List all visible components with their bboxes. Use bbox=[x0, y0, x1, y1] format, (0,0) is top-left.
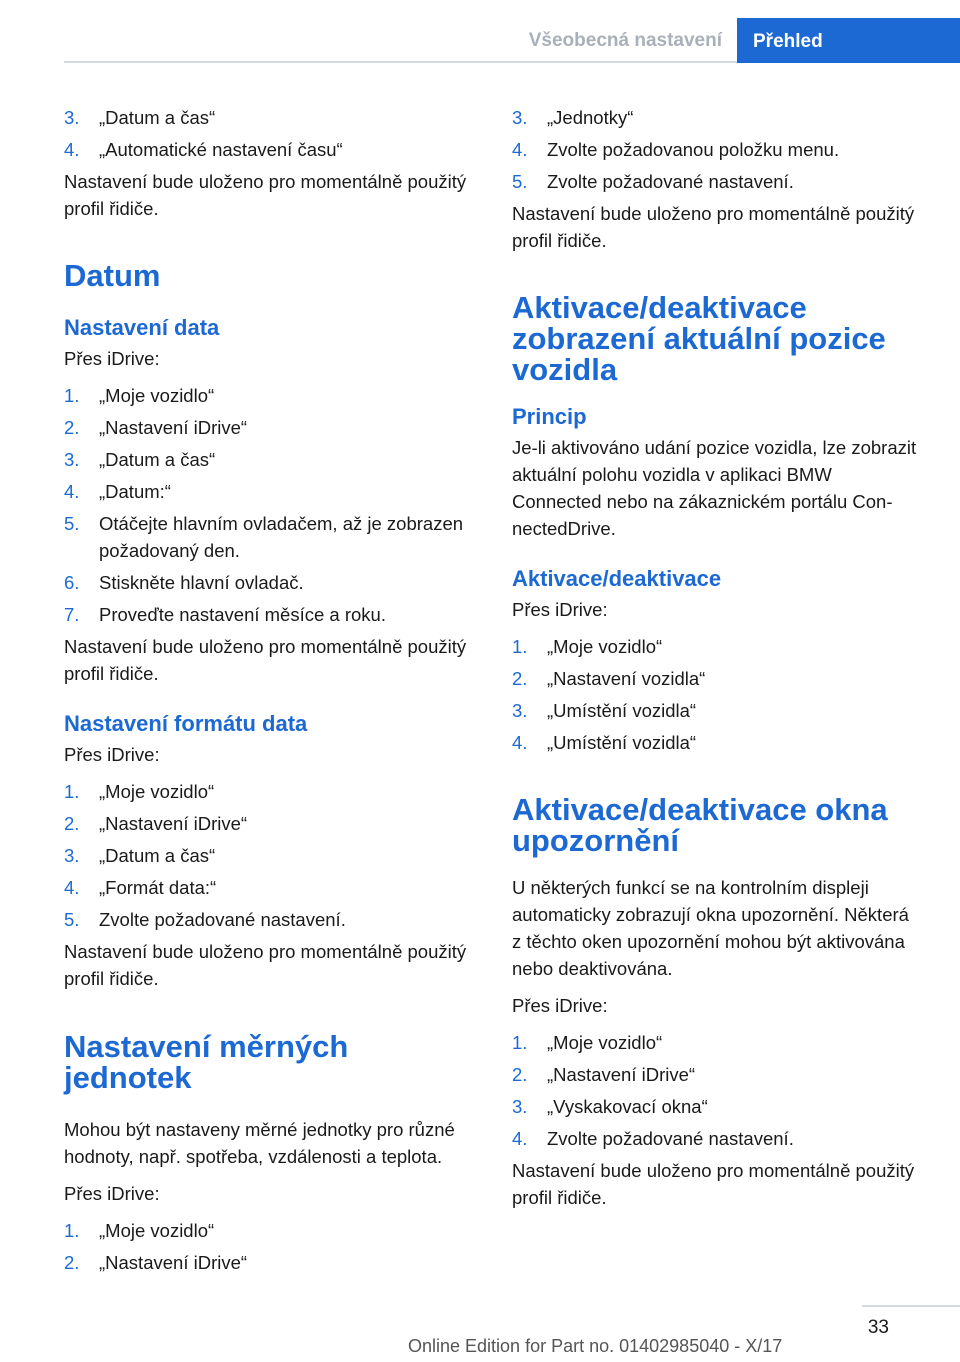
step-number: 2. bbox=[64, 417, 80, 438]
footer-rule bbox=[862, 1305, 960, 1307]
idrive-intro: Přes iDrive: bbox=[64, 348, 160, 369]
subheading-activation: Aktivace/deaktivace bbox=[512, 566, 722, 591]
step-item bbox=[64, 778, 474, 805]
step-number: 3. bbox=[512, 700, 528, 721]
step-text: Zvolte požadovanou položku menu. bbox=[547, 139, 840, 160]
step-number: 2. bbox=[512, 668, 528, 689]
save-note: Nastavení bude uloženo pro momentálně použitý profil řidiče. bbox=[64, 636, 467, 684]
step-number: 4. bbox=[512, 732, 528, 753]
step-text: „Moje vozidlo“ bbox=[99, 781, 215, 802]
step-number: 5. bbox=[512, 171, 528, 192]
step-item bbox=[64, 414, 474, 441]
step-number: 4. bbox=[64, 139, 80, 160]
header-section-title[interactable]: Všeobecná nastavení bbox=[528, 30, 722, 51]
step-number: 3. bbox=[512, 107, 528, 128]
step-text: „Moje vozidlo“ bbox=[547, 1032, 663, 1053]
step-text: „Datum a čas“ bbox=[99, 845, 216, 866]
step-text: „Jednotky“ bbox=[547, 107, 634, 128]
units-description: Mohou být nastaveny měrné jednotky pro různé hodnoty, např. spotřeba, vzdálenosti a teplota. bbox=[64, 1119, 455, 1167]
step-number: 2. bbox=[64, 1252, 80, 1273]
step-number: 1. bbox=[64, 1220, 80, 1241]
save-note: Nastavení bude uloženo pro momentálně použitý profil řidiče. bbox=[64, 171, 467, 219]
heading-vehicle-position: Aktivace/deaktivace zobrazení aktuální pozice vozidla bbox=[512, 290, 886, 387]
step-text: „Moje vozidlo“ bbox=[99, 1220, 215, 1241]
step-item bbox=[512, 729, 922, 756]
step-item bbox=[512, 136, 922, 163]
idrive-intro: Přes iDrive: bbox=[512, 599, 608, 620]
step-number: 4. bbox=[64, 877, 80, 898]
step-number: 3. bbox=[512, 1096, 528, 1117]
heading-popup-windows: Aktivace/deaktivace okna upozornění bbox=[512, 792, 888, 858]
step-text: Stiskněte hlavní ovladač. bbox=[99, 572, 304, 593]
step-item bbox=[64, 446, 474, 473]
step-number: 4. bbox=[64, 481, 80, 502]
step-item bbox=[512, 633, 922, 660]
step-text: „Datum a čas“ bbox=[99, 449, 216, 470]
step-item bbox=[64, 874, 474, 901]
idrive-intro: Přes iDrive: bbox=[512, 995, 608, 1016]
step-number: 1. bbox=[64, 781, 80, 802]
step-item bbox=[64, 1249, 474, 1276]
step-text: „Moje vozidlo“ bbox=[547, 636, 663, 657]
principle-description: Je-li aktivováno udání pozice vozidla, lze zobrazit aktuální polohu vozidla v aplikaci BMW Connected nebo na zákaznickém portálu ConnectedDrive. bbox=[512, 437, 917, 539]
step-number: 7. bbox=[64, 604, 80, 625]
step-number: 2. bbox=[64, 813, 80, 834]
step-item bbox=[512, 1029, 922, 1056]
steps-list bbox=[64, 1217, 474, 1276]
step-item bbox=[64, 1217, 474, 1244]
step-item bbox=[64, 382, 474, 409]
idrive-intro: Přes iDrive: bbox=[64, 744, 160, 765]
step-number: 3. bbox=[64, 107, 80, 128]
step-number: 2. bbox=[512, 1064, 528, 1085]
step-item bbox=[512, 1093, 922, 1120]
heading-date: Datum bbox=[64, 258, 161, 293]
step-item bbox=[64, 842, 474, 869]
step-text: „Nastavení vozidla“ bbox=[547, 668, 706, 689]
step-number: 4. bbox=[512, 139, 528, 160]
header-tab-overview[interactable]: Přehled bbox=[737, 18, 960, 63]
popup-description: U některých funkcí se na kontrolním displeji automaticky zobrazují okna upozornění. Některá z těchto oken upozornění mohou být aktivována nebo deaktivována. bbox=[512, 877, 909, 979]
footer-edition: Online Edition for Part no. 01402985040 - X/17 bbox=[408, 1336, 783, 1356]
idrive-intro: Přes iDrive: bbox=[64, 1183, 160, 1204]
step-item bbox=[64, 136, 474, 163]
step-text: „Vyskakovací okna“ bbox=[547, 1096, 708, 1117]
right-column bbox=[512, 104, 922, 1221]
steps-list bbox=[64, 778, 474, 933]
subheading-set-date: Nastavení data bbox=[64, 315, 220, 340]
steps-list bbox=[512, 633, 922, 756]
step-item bbox=[512, 104, 922, 131]
save-note: Nastavení bude uloženo pro momentálně použitý profil řidiče. bbox=[512, 203, 915, 251]
step-number: 3. bbox=[64, 449, 80, 470]
step-item bbox=[64, 906, 474, 933]
steps-list bbox=[512, 1029, 922, 1152]
step-number: 1. bbox=[512, 636, 528, 657]
step-text: „Moje vozidlo“ bbox=[99, 385, 215, 406]
step-number: 4. bbox=[512, 1128, 528, 1149]
step-item bbox=[64, 569, 474, 596]
step-item bbox=[512, 1061, 922, 1088]
step-item bbox=[64, 510, 474, 564]
step-item bbox=[64, 478, 474, 505]
step-number: 1. bbox=[64, 385, 80, 406]
step-text: „Datum:“ bbox=[99, 481, 171, 502]
subheading-principle: Princip bbox=[512, 404, 587, 429]
step-number: 6. bbox=[64, 572, 80, 593]
step-item bbox=[512, 697, 922, 724]
steps-list bbox=[64, 382, 474, 628]
steps-list bbox=[64, 104, 474, 163]
save-note: Nastavení bude uloženo pro momentálně použitý profil řidiče. bbox=[64, 941, 467, 989]
step-item bbox=[64, 810, 474, 837]
step-item bbox=[64, 104, 474, 131]
subheading-date-format: Nastavení formátu data bbox=[64, 711, 308, 736]
step-text: „Nastavení iDrive“ bbox=[99, 813, 248, 834]
step-number: 5. bbox=[64, 513, 80, 534]
step-item bbox=[512, 1125, 922, 1152]
step-text: Proveďte nastavení měsíce a roku. bbox=[99, 604, 386, 625]
step-item bbox=[64, 601, 474, 628]
step-text: „Umístění vozidla“ bbox=[547, 700, 697, 721]
step-text: Zvolte požadované nastavení. bbox=[547, 1128, 794, 1149]
step-text: „Nastavení iDrive“ bbox=[99, 417, 248, 438]
step-text: „Nastavení iDrive“ bbox=[99, 1252, 248, 1273]
step-item bbox=[512, 168, 922, 195]
steps-list bbox=[512, 104, 922, 195]
step-text: Zvolte požadované nastavení. bbox=[99, 909, 346, 930]
step-text: Otáčejte hlavním ovladačem, až je zobrazen požadovaný den. bbox=[99, 513, 464, 561]
heading-units: Nastavení měrných jednotek bbox=[64, 1029, 349, 1095]
step-text: „Automatické nastavení času“ bbox=[99, 139, 343, 160]
left-column bbox=[64, 104, 474, 1281]
step-number: 1. bbox=[512, 1032, 528, 1053]
step-number: 3. bbox=[64, 845, 80, 866]
save-note: Nastavení bude uloženo pro momentálně použitý profil řidiče. bbox=[512, 1160, 915, 1208]
step-text: „Umístění vozidla“ bbox=[547, 732, 697, 753]
step-text: Zvolte požadované nastavení. bbox=[547, 171, 794, 192]
step-text: „Nastavení iDrive“ bbox=[547, 1064, 696, 1085]
step-item bbox=[512, 665, 922, 692]
step-text: „Formát data:“ bbox=[99, 877, 217, 898]
page-number: 33 bbox=[867, 1317, 889, 1338]
step-text: „Datum a čas“ bbox=[99, 107, 216, 128]
step-number: 5. bbox=[64, 909, 80, 930]
